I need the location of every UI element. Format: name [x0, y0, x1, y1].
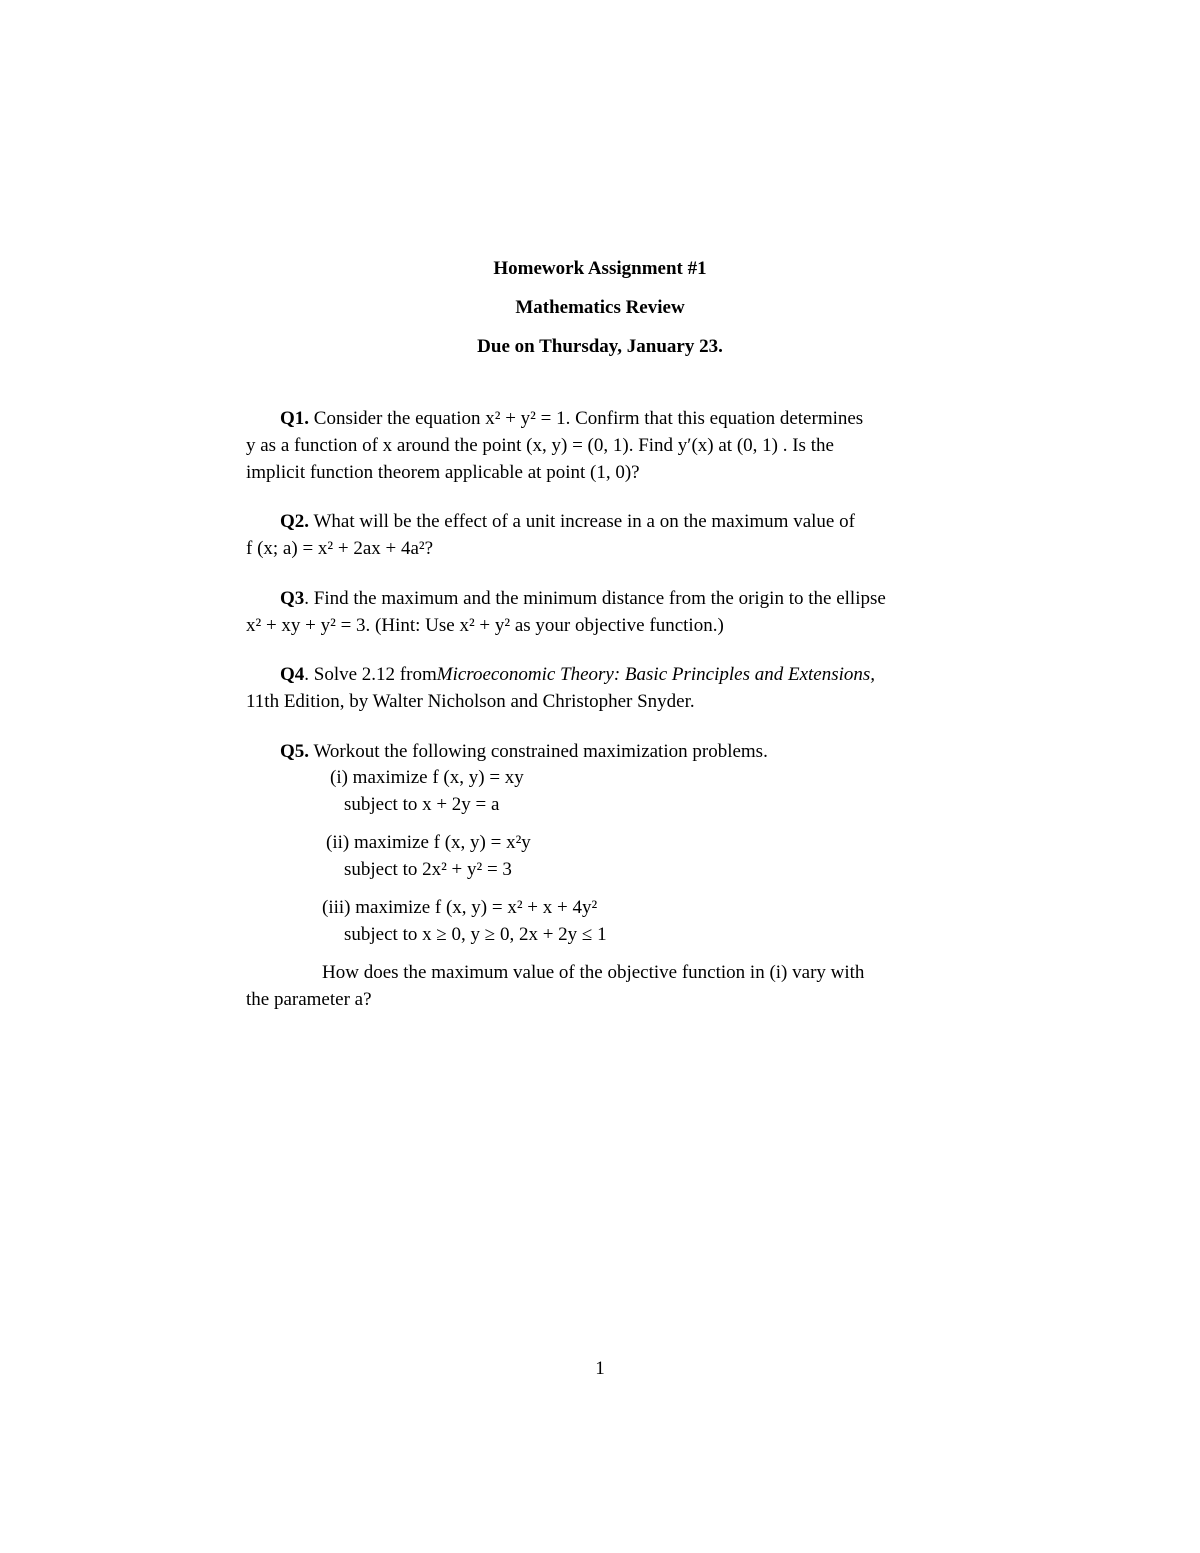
q5-intro: Workout the following constrained maximization problems. [313, 741, 768, 762]
q5-problem-3-objective: (iii) maximize f (x, y) = x² + x + 4y² [322, 897, 598, 918]
q4-text-1: . Solve 2.12 from [304, 664, 437, 685]
q4-label: Q4 [280, 664, 305, 685]
q5-label: Q5. [280, 741, 310, 762]
assignment-title: Homework Assignment #1 [493, 258, 707, 279]
q1-label: Q1. [280, 408, 310, 429]
q1-line-1 [280, 406, 952, 432]
q2-line-2: f (x; a) = x² + 2ax + 4a²? [246, 538, 434, 559]
q3-line-1 [280, 586, 886, 612]
q5-problem-1-constraint: subject to x + 2y = a [344, 794, 500, 815]
q1-line-2: y as a function of x around the point (x, y) = (0, 1). Find y′(x) at (0, 1) . Is the [246, 435, 834, 456]
q5-problem-2-constraint: subject to 2x² + y² = 3 [344, 859, 512, 880]
page-number: 1 [595, 1358, 605, 1379]
q1-line-3: implicit function theorem applicable at point (1, 0)? [246, 462, 640, 483]
q4-line-2: 11th Edition, by Walter Nicholson and Christopher Snyder. [246, 691, 695, 712]
q5-followup-line-2: the parameter a? [246, 989, 372, 1010]
q3-line-2: x² + xy + y² = 3. (Hint: Use x² + y² as your objective function.) [246, 615, 724, 636]
q4-book-title: Microeconomic Theory: Basic Principles and Extensions, [436, 664, 876, 685]
due-date: Due on Thursday, January 23. [477, 336, 723, 357]
q3-text-1: . Find the maximum and the minimum distance from the origin to the ellipse [304, 588, 886, 609]
q2-text-1: What will be the effect of a unit increase in a on the maximum value of [313, 511, 855, 532]
q4-line-1 [280, 662, 875, 688]
q5-followup-line-1: How does the maximum value of the objective function in (i) vary with [322, 962, 865, 983]
q5-problem-3-constraint: subject to x ≥ 0, y ≥ 0, 2x + 2y ≤ 1 [344, 924, 607, 945]
assignment-subtitle: Mathematics Review [515, 297, 685, 318]
q5-problem-1-objective: (i) maximize f (x, y) = xy [330, 767, 524, 788]
q5-problem-2-objective: (ii) maximize f (x, y) = x²y [326, 832, 531, 853]
q2-label: Q2. [280, 511, 310, 532]
q2-line-1 [280, 509, 855, 535]
q3-label: Q3 [280, 588, 305, 609]
q5-line-1 [280, 739, 768, 765]
q1-text-1: Consider the equation x² + y² = 1. Confirm that this equation determines [313, 408, 864, 429]
